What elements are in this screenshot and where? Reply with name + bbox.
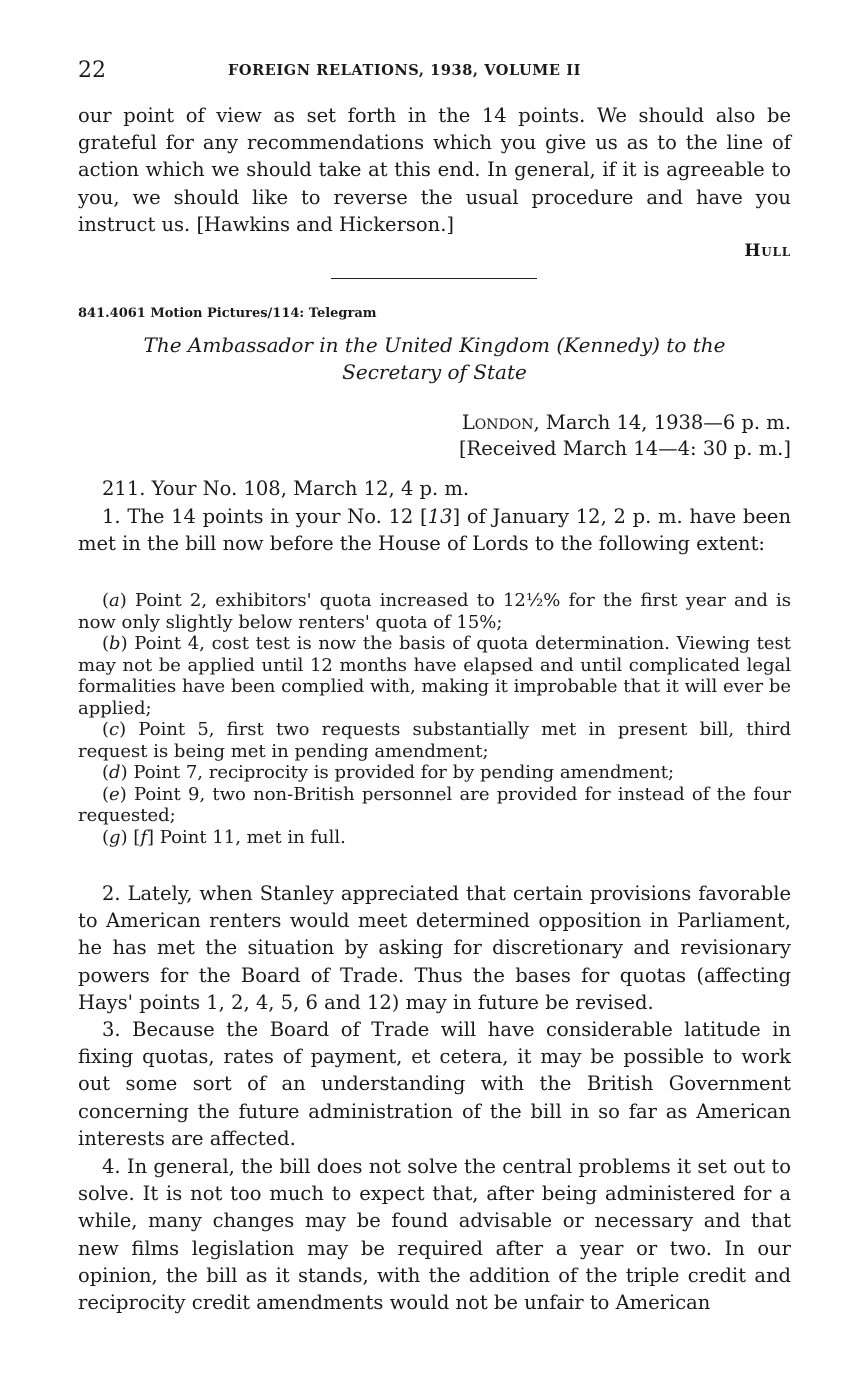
section-divider bbox=[331, 278, 537, 279]
dateline bbox=[459, 410, 791, 462]
list-item: (e) Point 9, two non-British personnel are provided for instead of the four requested; bbox=[78, 783, 792, 826]
list-item-marker: d bbox=[109, 762, 121, 783]
document-title-line-2: Secretary of State bbox=[342, 360, 527, 384]
page-number: 22 bbox=[78, 58, 106, 83]
paragraph-1-start: 1. The 14 points in your No. 12 [ bbox=[102, 505, 428, 528]
list-item-text: Point 11, met in full. bbox=[159, 826, 346, 848]
list-item-text: Point 4, cost test is now the basis of quota determination. Viewing test may not be applied until 12 months have elapsed and until complicated legal formalities have been complied with, making it improbable that it will ever be applied; bbox=[78, 633, 791, 719]
list-item-marker: e bbox=[109, 783, 120, 805]
paragraph-1-italic-number: 13 bbox=[427, 505, 453, 528]
list-item-text: Point 5, first two requests substantially met in present bill, third request is being met in pending amendment; bbox=[78, 719, 792, 762]
list-item: (a) Point 2, exhibitors' quota increased to 12½% for the first year and is now only slightly below renters' quota of 15%; bbox=[78, 590, 791, 633]
signature: Hull bbox=[744, 241, 791, 261]
list-item-marker: a bbox=[109, 590, 120, 611]
list-item: (g) [f] Point 11, met in full. bbox=[102, 826, 346, 848]
list-item: (d) Point 7, reciprocity is provided for by pending amendment; bbox=[102, 762, 675, 783]
document-title bbox=[108, 332, 761, 386]
list-item-text: Point 9, two non-British personnel are provided for instead of the four requested; bbox=[78, 783, 792, 826]
list-item: (c) Point 5, first two requests substantially met in present bill, third request is being met in pending amendment; bbox=[78, 719, 792, 762]
dateline-date: , March 14, 1938—6 p. m. bbox=[533, 411, 791, 434]
dateline-received: [Received March 14—4: 30 p. m.] bbox=[458, 437, 791, 460]
list-item-text: Point 2, exhibitors' quota increased to 12½% for the first year and is now only slightly below renters' quota of 15%; bbox=[78, 590, 791, 633]
list-item-text: Point 7, reciprocity is provided for by pending amendment; bbox=[133, 762, 675, 783]
list-item-marker: b bbox=[109, 633, 121, 654]
document-title-line-1: The Ambassador in the United Kingdom (Kennedy) to the bbox=[143, 333, 726, 357]
running-head-title: FOREIGN RELATIONS, 1938, VOLUME II bbox=[228, 62, 582, 79]
list-item-editorial-marker: f bbox=[140, 826, 148, 848]
paragraph-3: 3. Because the Board of Trade will have considerable latitude in fixing quotas, rates of payment, et cetera, it may be possible to work out some sort of an understanding with the British Government concerning the future administration of the bill in so far as American interests are affected. bbox=[78, 1018, 791, 1150]
points-list bbox=[78, 590, 791, 848]
list-item-marker: g bbox=[109, 826, 121, 848]
list-item-marker: c bbox=[109, 719, 120, 740]
running-head bbox=[78, 58, 791, 86]
paragraph-1-end: ] of January 12, 2 p. m. have been met in the bill now before the House of Lords to the following extent: bbox=[78, 505, 792, 556]
dateline-city: London bbox=[461, 411, 534, 434]
telegram-number-paragraph: 211. Your No. 108, March 12, 4 p. m. bbox=[102, 477, 470, 500]
continued-paragraph: our point of view as set forth in the 14 points. We should also be grateful for any recommendations which you give us as to the line of action which we should take at this end. In general, if it is agreeable to you, we should like to reverse the usual procedure and have you instruct us. [Hawkins and Hickerson.] bbox=[78, 104, 791, 236]
paragraph-1 bbox=[78, 503, 791, 557]
dateline-sent bbox=[459, 410, 791, 436]
list-item: (b) Point 4, cost test is now the basis of quota determination. Viewing test may not be applied until 12 months have elapsed and until complicated legal formalities have been complied with, making it improbable that it will ever be applied; bbox=[78, 633, 791, 719]
paragraph-2: 2. Lately, when Stanley appreciated that certain provisions favorable to American renters would meet determined opposition in Parliament, he has met the situation by asking for discretionary and revisionary powers for the Board of Trade. Thus the bases for quotas (affecting Hays' points 1, 2, 4, 5, 6 and 12) may in future be revised. bbox=[78, 882, 791, 1014]
paragraph-4: 4. In general, the bill does not solve the central problems it set out to solve. It is not too much to expect that, after being administered for a while, many changes may be found advisable or necessary and that new films legislation may be required after a year or two. In our opinion, the bill as it stands, with the addition of the triple credit and reciprocity credit amendments would not be unfair to American bbox=[78, 1155, 791, 1315]
file-number: 841.4061 Motion Pictures/114: Telegram bbox=[78, 306, 377, 321]
